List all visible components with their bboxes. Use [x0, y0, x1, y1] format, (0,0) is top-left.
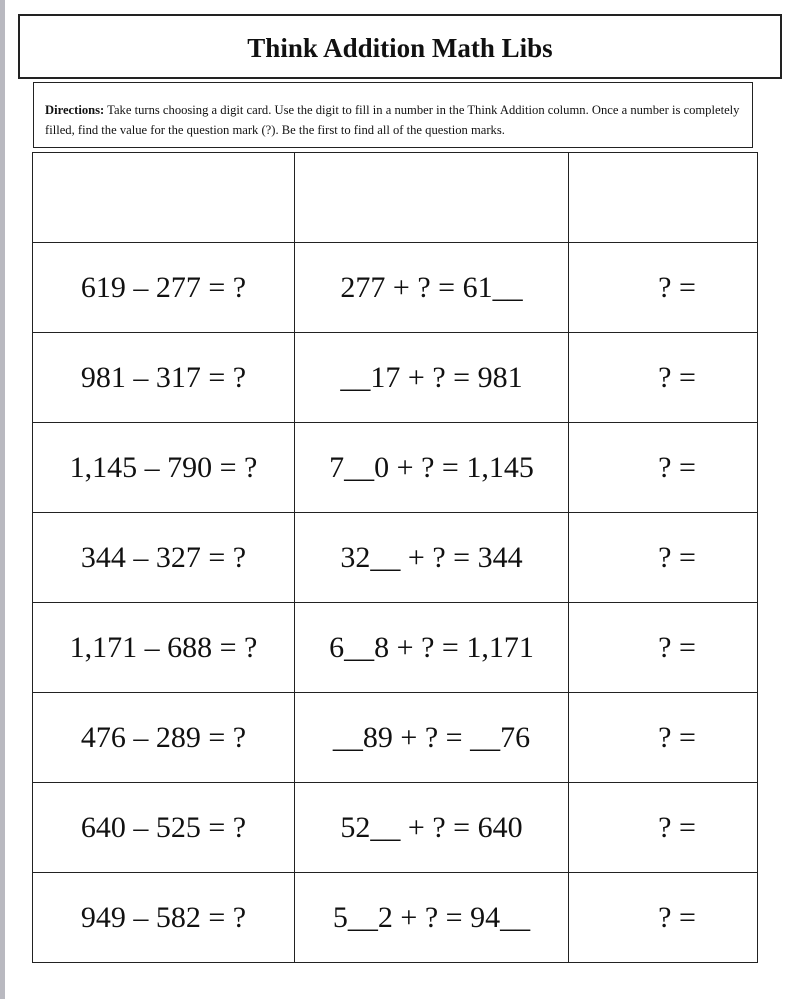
- page-edge-rule: [0, 0, 5, 999]
- table-row: [33, 693, 758, 783]
- subtraction-problem: 1,145 – 790 = ?: [33, 423, 295, 513]
- think-addition-problem: 32__ + ? = 344: [295, 513, 569, 603]
- directions-label: Directions:: [45, 103, 105, 117]
- answer-cell[interactable]: ? =: [569, 603, 758, 693]
- table-row: [33, 513, 758, 603]
- think-addition-problem: 5__2 + ? = 94__: [295, 873, 569, 963]
- subtraction-problem: 344 – 327 = ?: [33, 513, 295, 603]
- table-row: [33, 783, 758, 873]
- subtraction-problem: 949 – 582 = ?: [33, 873, 295, 963]
- math-libs-table: [32, 152, 758, 963]
- header-cell[interactable]: [569, 153, 758, 243]
- table-row: [33, 603, 758, 693]
- subtraction-problem: 981 – 317 = ?: [33, 333, 295, 423]
- answer-cell[interactable]: ? =: [569, 243, 758, 333]
- worksheet-title: Think Addition Math Libs: [247, 33, 553, 63]
- table-row: [33, 333, 758, 423]
- header-cell[interactable]: [33, 153, 295, 243]
- think-addition-problem: __17 + ? = 981: [295, 333, 569, 423]
- subtraction-problem: 619 – 277 = ?: [33, 243, 295, 333]
- subtraction-problem: 1,171 – 688 = ?: [33, 603, 295, 693]
- answer-cell[interactable]: ? =: [569, 423, 758, 513]
- directions-box: [33, 82, 753, 148]
- answer-cell[interactable]: ? =: [569, 333, 758, 423]
- answer-cell[interactable]: ? =: [569, 783, 758, 873]
- table-row: [33, 873, 758, 963]
- think-addition-problem: __89 + ? = __76: [295, 693, 569, 783]
- think-addition-problem: 6__8 + ? = 1,171: [295, 603, 569, 693]
- header-cell[interactable]: [295, 153, 569, 243]
- answer-cell[interactable]: ? =: [569, 873, 758, 963]
- title-box: [18, 14, 782, 79]
- think-addition-problem: 52__ + ? = 640: [295, 783, 569, 873]
- table-row: [33, 243, 758, 333]
- table-header-row: [33, 153, 758, 243]
- think-addition-problem: 277 + ? = 61__: [295, 243, 569, 333]
- subtraction-problem: 640 – 525 = ?: [33, 783, 295, 873]
- think-addition-problem: 7__0 + ? = 1,145: [295, 423, 569, 513]
- answer-cell[interactable]: ? =: [569, 693, 758, 783]
- subtraction-problem: 476 – 289 = ?: [33, 693, 295, 783]
- answer-cell[interactable]: ? =: [569, 513, 758, 603]
- directions-text: Take turns choosing a digit card. Use the digit to fill in a number in the Think Addition column. Once a number is completely filled, find the value for the question mark (?). Be the first to find all of the question marks.: [45, 103, 740, 137]
- table-row: [33, 423, 758, 513]
